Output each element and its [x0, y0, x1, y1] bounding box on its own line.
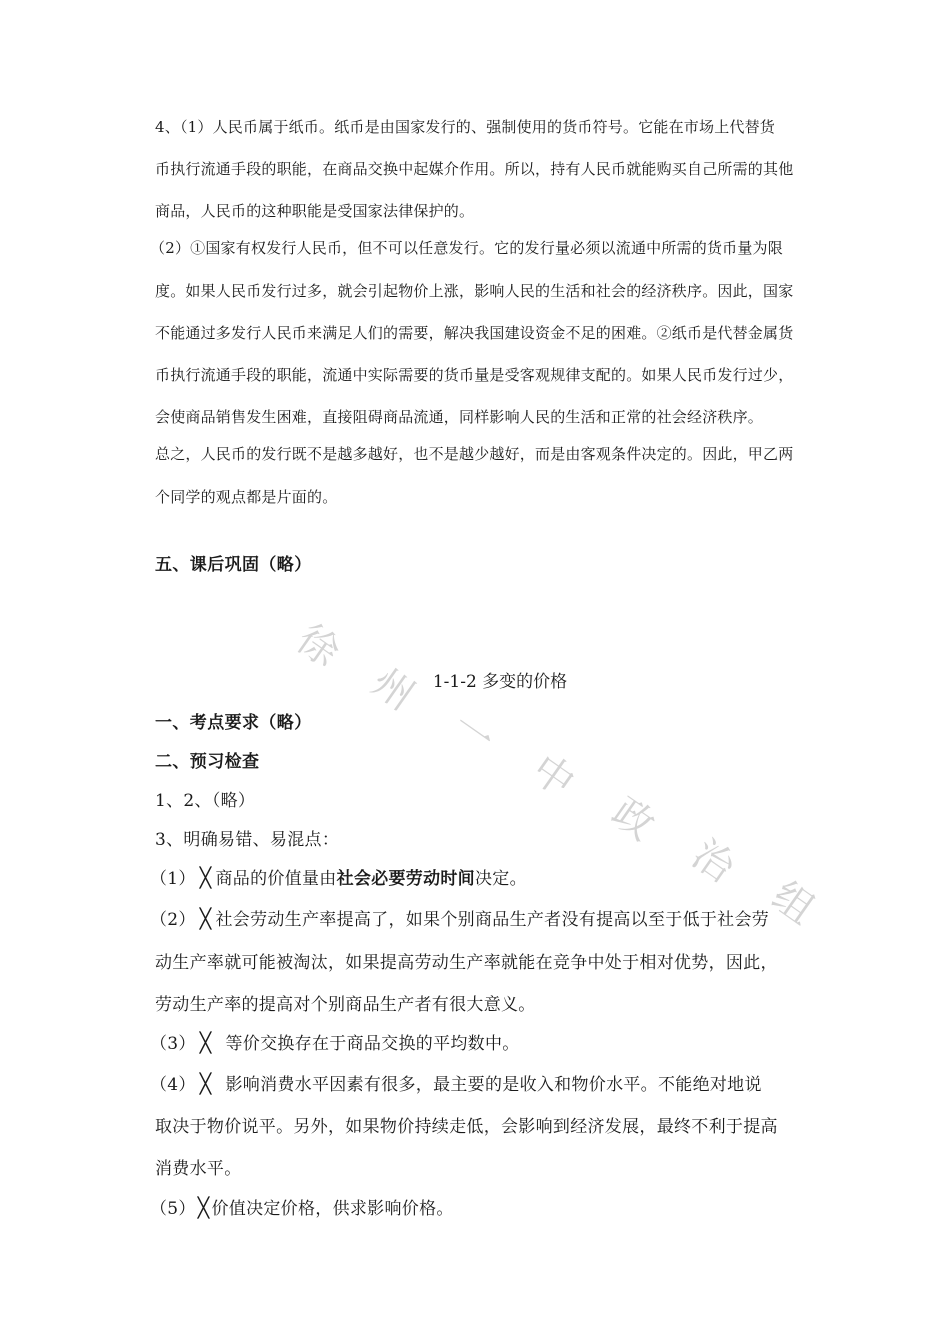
- answer-4-line-7: 币执行流通手段的职能，流通中实际需要的货币量是受客观规律支配的。如果人民币发行过少，: [155, 366, 794, 384]
- point-4-line-2: 取决于物价说平。另外，如果物价持续走低，会影响到经济发展，最终不利于提高: [155, 1117, 778, 1137]
- point-text: 影响消费水平因素有很多，最主要的是收入和物价水平。不能绝对地说: [225, 1075, 762, 1095]
- answer-4-line-10: 个同学的观点都是片面的。: [155, 488, 338, 506]
- watermark-char: 中: [523, 746, 583, 807]
- cross-icon: ╳: [197, 1197, 210, 1219]
- cross-icon: ╳: [199, 908, 212, 930]
- watermark-char: 治: [683, 831, 743, 892]
- watermark-char: 徐: [288, 616, 348, 677]
- cross-icon: ╳: [199, 1032, 212, 1054]
- point-2-line-3: 劳动生产率的提高对个别商品生产者有很大意义。: [155, 995, 536, 1015]
- point-number: （1）: [150, 869, 196, 889]
- point-number: （4）: [150, 1075, 196, 1095]
- watermark-char: 组: [763, 873, 823, 934]
- answer-4-line-3: 商品，人民币的这种职能是受国家法律保护的。: [155, 202, 475, 220]
- point-3: [150, 1029, 850, 1054]
- point-2-line-2: 动生产率就可能被淘汰，如果提高劳动生产率就能在竞争中处于相对优势，因此，: [155, 953, 778, 973]
- heading-section-1: 一、考点要求（略）: [155, 713, 312, 733]
- answer-4-line-5: 度。如果人民币发行过多，就会引起物价上涨，影响人民的生活和社会的经济秩序。因此，国家: [155, 282, 794, 300]
- cross-icon: ╳: [199, 867, 212, 889]
- watermark-char: 政: [603, 789, 663, 850]
- point-text: 价值决定价格，供求影响价格。: [211, 1199, 454, 1219]
- point-1: [150, 864, 850, 889]
- answer-4-line-9: 总之，人民币的发行既不是越多越好，也不是越少越好，而是由客观条件决定的。因此，甲乙两: [155, 445, 794, 463]
- answer-4-line-8: 会使商品销售发生困难，直接阻碍商品流通，同样影响人民的生活和正常的社会经济秩序。: [155, 408, 764, 426]
- point-5: [150, 1194, 850, 1219]
- point-emphasis: 社会必要劳动时间: [336, 869, 475, 889]
- point-number: （2）: [150, 910, 196, 930]
- heading-section-5: 五、课后巩固（略）: [155, 555, 312, 575]
- point-4-line-3: 消费水平。: [155, 1159, 242, 1179]
- answer-4-line-2: 币执行流通手段的职能，在商品交换中起媒介作用。所以，持有人民币就能购买自己所需的其他: [155, 160, 794, 178]
- lesson-title: 1-1-2 多变的价格: [432, 672, 568, 692]
- point-text: 社会劳动生产率提高了，如果个别商品生产者没有提高以至于低于社会劳: [215, 910, 770, 930]
- point-text: 决定。: [474, 869, 527, 889]
- answer-4-line-6: 不能通过多发行人民币来满足人们的需要，解决我国建设资金不足的困难。②纸币是代替金属货: [155, 324, 794, 342]
- heading-section-2: 二、预习检查: [155, 752, 260, 772]
- watermark-char: 州: [363, 659, 423, 720]
- point-number: （5）: [150, 1199, 196, 1219]
- point-text: 等价交换存在于商品交换的平均数中。: [225, 1034, 520, 1054]
- point-4-line-1: [150, 1070, 850, 1095]
- item-3: 3、明确易错、易混点：: [155, 830, 340, 850]
- cross-icon: ╳: [199, 1073, 212, 1095]
- answer-4-line-1: 4、（1）人民币属于纸币。纸币是由国家发行的、强制使用的货币符号。它能在市场上代替货: [155, 118, 775, 136]
- point-2-line-1: [150, 905, 850, 930]
- watermark-char: 一: [443, 703, 503, 764]
- item-1-2: 1、2、（略）: [155, 791, 256, 811]
- point-number: （3）: [150, 1034, 196, 1054]
- point-text: 商品的价值量由: [215, 869, 337, 889]
- answer-4-line-4: （2）①国家有权发行人民币，但不可以任意发行。它的发行量必须以流通中所需的货币量为限: [150, 239, 783, 257]
